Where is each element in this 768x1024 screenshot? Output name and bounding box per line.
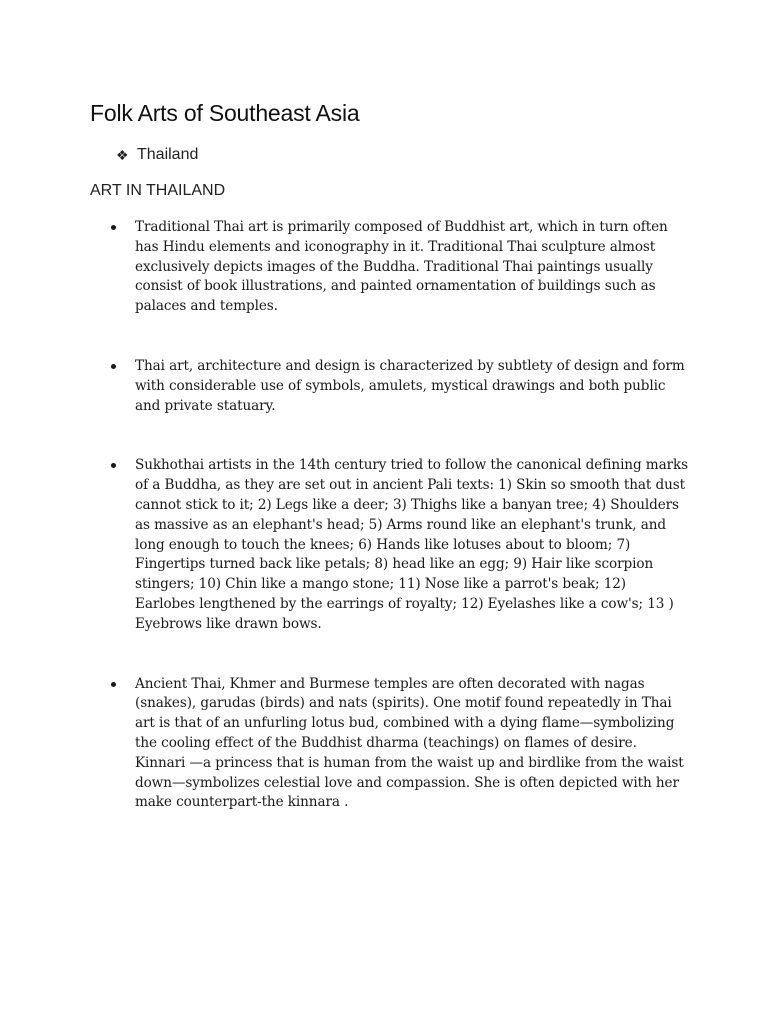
list-item-text: Traditional Thai art is primarily composed of Buddhist art, which in turn often has Hindu elements and iconography in it. Traditional Thai sculpture almost exclusively depicts images of the Buddha. Traditional Thai paintings usually consist of book illustrations, and painted ornamentation of buildings such as palaces and temples. [135, 219, 668, 315]
bullet-dot-icon [111, 225, 116, 230]
list-item [108, 218, 688, 317]
list-item-text: Thai art, architecture and design is characterized by subtlety of design and form with considerable use of symbols, amulets, mystical drawings and both public and private statuary. [135, 357, 685, 414]
document-title: Folk Arts of Southeast Asia [90, 100, 360, 126]
bullet-dot-icon [111, 463, 116, 468]
country-label: Thailand [137, 146, 199, 163]
bullet-dot-icon [111, 364, 116, 369]
four-diamond-bullet-icon: ❖ [116, 147, 129, 163]
country-subheading [116, 146, 198, 164]
list-item-text: Ancient Thai, Khmer and Burmese temples are often decorated with nagas (snakes), garudas (birds) and nats (spirits). One motif found repeatedly in Thai art is that of an unfurling lotus bud, combined with a dying flame—symbolizing the cooling effect of the Buddhist dharma (teachings) on flames of desire. Kinnari —a princess that is human from the waist up and birdlike from the waist down—symbolizes celestial love and compassion. She is often depicted with her make counterpart-the kinnara . [135, 675, 684, 811]
list-item-text: Sukhothai artists in the 14th century tried to follow the canonical defining marks of a Buddha, as they are set out in ancient Pali texts: 1) Skin so smooth that dust cannot stick to it; 2) Legs like a deer; 3) Thighs like a banyan tree; 4) Shoulders as massive as an elephant's head; 5) Arms round like an elephant's trunk, and long enough to touch the knees; 6) Hands like lotuses about to bloom; 7) Fingertips turned back like petals; 8) head like an egg; 9) Hair like scorpion stingers; 10) Chin like a mango stone; 11) Nose like a parrot's beak; 12) Earlobes lengthened by the earrings of royalty; 12) Eyelashes like a cow's; 13 ) Eyebrows like drawn bows. [135, 457, 688, 632]
list-item [108, 675, 688, 814]
list-item [108, 456, 688, 634]
section-heading: ART IN THAILAND [90, 182, 226, 199]
bullet-list [108, 218, 688, 813]
list-item [108, 357, 688, 416]
bullet-dot-icon [111, 682, 116, 687]
